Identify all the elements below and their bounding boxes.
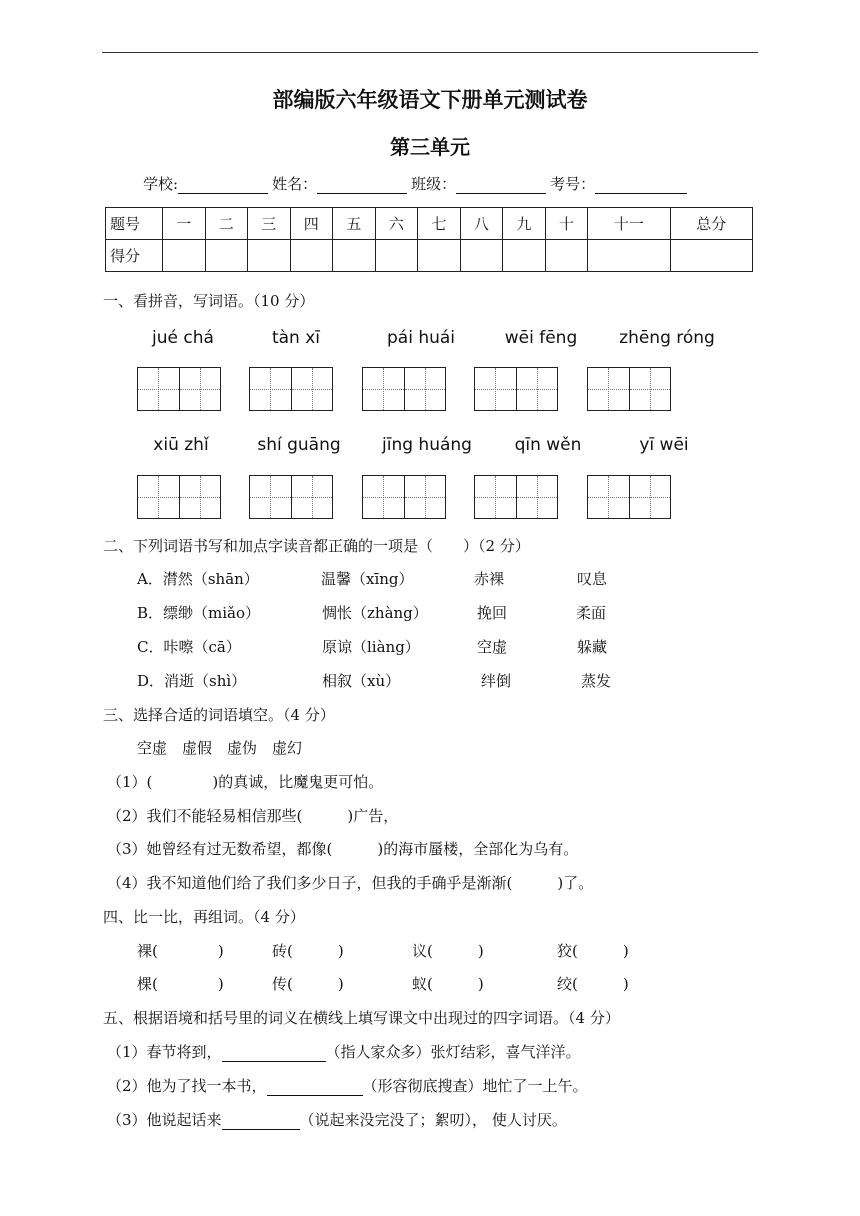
score-cell[interactable] bbox=[290, 240, 333, 272]
pinyin-label: wēi fēng bbox=[504, 328, 578, 348]
option-a-word3: 赤裸 bbox=[474, 570, 505, 588]
writing-box[interactable] bbox=[474, 367, 558, 411]
option-b-word1[interactable]: B．缥缈（miǎo） bbox=[137, 604, 261, 622]
score-table-score-row bbox=[106, 240, 753, 272]
score-cell[interactable] bbox=[333, 240, 376, 272]
score-table-header-row bbox=[106, 208, 753, 240]
pinyin-label: tàn xī bbox=[271, 328, 321, 348]
school-field[interactable] bbox=[178, 179, 268, 194]
score-cell[interactable] bbox=[375, 240, 418, 272]
question-5-1 bbox=[107, 1041, 581, 1062]
question-3-4: （4）我不知道他们给了我们多少日子，但我的手确乎是渐渐( )了。 bbox=[107, 874, 594, 892]
pinyin-label: zhēng róng bbox=[619, 328, 715, 348]
question-3-3: （3）她曾经有过无数希望，都像( )的海市蜃楼，全部化为乌有。 bbox=[107, 840, 579, 858]
score-header-cell: 六 bbox=[375, 208, 418, 240]
option-b-word4: 柔面 bbox=[576, 604, 607, 622]
section2-heading: 二、下列词语书写和加点字读音都正确的一项是（ ）（2 分） bbox=[103, 537, 530, 555]
score-header-cell: 总分 bbox=[670, 208, 753, 240]
writing-box[interactable] bbox=[249, 475, 333, 519]
writing-box[interactable] bbox=[587, 475, 671, 519]
score-header-cell: 二 bbox=[205, 208, 248, 240]
answer-blank[interactable] bbox=[267, 1081, 363, 1096]
score-header-cell: 九 bbox=[503, 208, 546, 240]
score-cell[interactable] bbox=[418, 240, 461, 272]
school-label: 学校: bbox=[143, 175, 179, 193]
answer-blank[interactable] bbox=[222, 1047, 326, 1062]
unit-subtitle: 第三单元 bbox=[390, 135, 470, 159]
top-rule bbox=[102, 52, 758, 53]
section5-heading: 五、根据语境和括号里的词义在横线上填写课文中出现过的四字词语。（4 分） bbox=[103, 1009, 620, 1027]
score-cell[interactable] bbox=[248, 240, 291, 272]
compare-item: 议( ) bbox=[412, 942, 484, 960]
writing-box[interactable] bbox=[474, 475, 558, 519]
option-c-word1[interactable]: C．咔嚓（cā） bbox=[137, 638, 241, 656]
pinyin-label: jué chá bbox=[152, 328, 214, 348]
option-a-word2: 温馨（xīng） bbox=[321, 570, 414, 588]
option-b-word2: 惆怅（zhàng） bbox=[322, 604, 428, 622]
exam-no-label: 考号： bbox=[550, 175, 596, 193]
score-header-cell: 七 bbox=[418, 208, 461, 240]
score-header-cell: 题号 bbox=[106, 208, 163, 240]
question-5-3-text: （3）他说起话来 bbox=[107, 1111, 222, 1129]
score-header-cell: 一 bbox=[163, 208, 206, 240]
score-header-cell: 三 bbox=[248, 208, 291, 240]
option-d-word1[interactable]: D．消逝（shì） bbox=[137, 672, 247, 690]
writing-box[interactable] bbox=[587, 367, 671, 411]
writing-box[interactable] bbox=[137, 367, 221, 411]
score-header-cell: 五 bbox=[333, 208, 376, 240]
score-row-label: 得分 bbox=[106, 240, 163, 272]
writing-box[interactable] bbox=[137, 475, 221, 519]
score-cell[interactable] bbox=[588, 240, 670, 272]
score-header-cell: 十 bbox=[545, 208, 588, 240]
compare-item: 绞( ) bbox=[557, 975, 629, 993]
word-bank: 空虚 虚假 虚伪 虚幻 bbox=[137, 739, 303, 757]
score-cell[interactable] bbox=[205, 240, 248, 272]
question-5-3-hint: （说起来没完没了；絮叨）， 使人讨厌。 bbox=[299, 1111, 567, 1129]
option-a-word1[interactable]: A．潸然（shān） bbox=[137, 570, 259, 588]
compare-item: 狡( ) bbox=[557, 942, 629, 960]
option-b-word3: 挽回 bbox=[477, 604, 508, 622]
pinyin-label: qīn wěn bbox=[514, 435, 582, 455]
section1-heading: 一、看拼音，写词语。（10 分） bbox=[103, 292, 315, 310]
writing-box[interactable] bbox=[362, 475, 446, 519]
score-cell[interactable] bbox=[460, 240, 503, 272]
question-5-3 bbox=[107, 1109, 567, 1130]
compare-item: 传( ) bbox=[272, 975, 344, 993]
page-title: 部编版六年级语文下册单元测试卷 bbox=[272, 88, 588, 112]
pinyin-label: pái huái bbox=[386, 328, 456, 348]
writing-box[interactable] bbox=[249, 367, 333, 411]
question-3-2: （2）我们不能轻易相信那些( )广告， bbox=[107, 807, 399, 825]
score-cell[interactable] bbox=[503, 240, 546, 272]
name-label: 姓名： bbox=[272, 175, 318, 193]
question-3-1: （1）( )的真诚，比魔鬼更可怕。 bbox=[107, 773, 384, 791]
score-table bbox=[105, 207, 753, 272]
pinyin-label: xiū zhǐ bbox=[153, 435, 209, 455]
score-header-cell: 四 bbox=[290, 208, 333, 240]
section4-heading: 四、比一比，再组词。（4 分） bbox=[103, 908, 305, 926]
name-field[interactable] bbox=[317, 179, 407, 194]
answer-blank[interactable] bbox=[222, 1115, 300, 1130]
student-info-row bbox=[143, 173, 691, 194]
pinyin-label: shí guāng bbox=[257, 435, 341, 455]
option-d-word3: 绊倒 bbox=[481, 672, 512, 690]
option-c-word4: 躲藏 bbox=[577, 638, 608, 656]
question-5-2 bbox=[107, 1075, 588, 1096]
option-d-word2: 相叙（xù） bbox=[322, 672, 401, 690]
option-d-word4: 蒸发 bbox=[581, 672, 612, 690]
score-header-cell: 八 bbox=[460, 208, 503, 240]
writing-box[interactable] bbox=[362, 367, 446, 411]
exam-no-field[interactable] bbox=[595, 179, 687, 194]
option-c-word2: 原谅（liàng） bbox=[322, 638, 420, 656]
class-label: 班级： bbox=[411, 175, 457, 193]
question-5-1-text: （1）春节将到， bbox=[107, 1043, 222, 1061]
question-5-2-text: （2）他为了找一本书， bbox=[107, 1077, 267, 1095]
section3-heading: 三、选择合适的词语填空。（4 分） bbox=[103, 706, 335, 724]
score-cell[interactable] bbox=[163, 240, 206, 272]
score-cell[interactable] bbox=[670, 240, 753, 272]
score-cell[interactable] bbox=[545, 240, 588, 272]
score-header-cell: 十一 bbox=[588, 208, 670, 240]
class-field[interactable] bbox=[456, 179, 546, 194]
compare-item: 棵( ) bbox=[137, 975, 224, 993]
question-5-1-hint: （指人家众多）张灯结彩，喜气洋洋。 bbox=[325, 1043, 581, 1061]
option-a-word4: 叹息 bbox=[577, 570, 608, 588]
compare-item: 蚁( ) bbox=[412, 975, 484, 993]
compare-item: 裸( ) bbox=[137, 942, 224, 960]
question-5-2-hint: （形容彻底搜查）地忙了一上午。 bbox=[362, 1077, 588, 1095]
pinyin-label: yī wēi bbox=[639, 435, 689, 455]
compare-item: 砖( ) bbox=[272, 942, 344, 960]
option-c-word3: 空虚 bbox=[477, 638, 508, 656]
pinyin-label: jīng huáng bbox=[382, 435, 472, 455]
